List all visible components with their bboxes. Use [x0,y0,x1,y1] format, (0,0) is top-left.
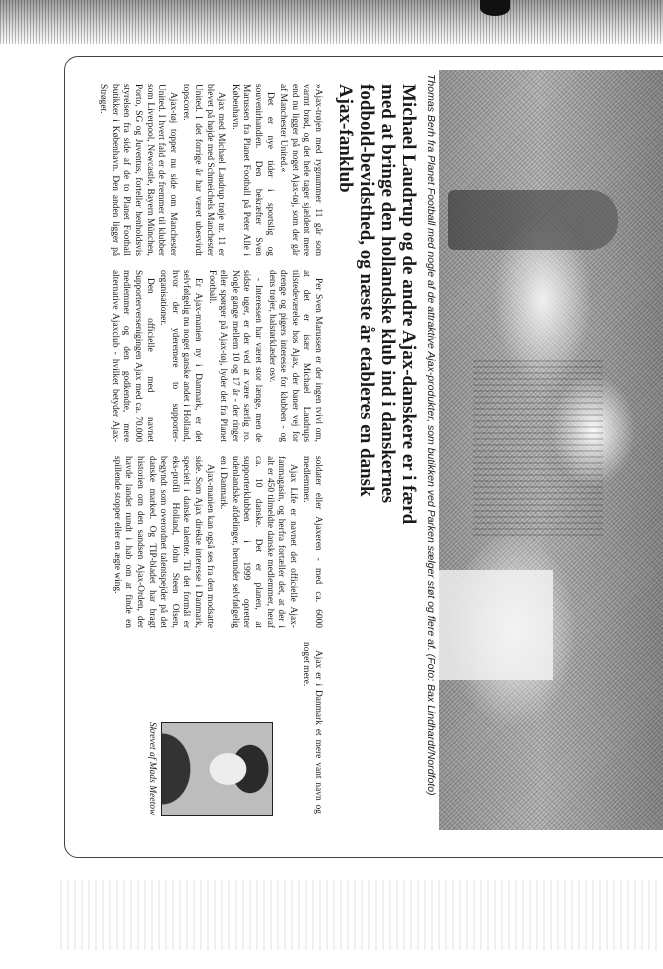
article-paragraph: Ajax med Michael Laudrup trøje nr. 11 er blevet på højde med Schmeichels Manchester United. I det forrige år har været ubesvirdt topscorer. [181,84,227,256]
article-photo [439,70,663,830]
article-headline: Michael Laudrup og de andre Ajax-danskere er i færd med at bringe den hollandske klub ind i danskernes fodbold-bevidsthed, og næste år etableres en dansk Ajax-fanklub [335,84,419,525]
article-paragraph: - Interessen har været stor længe, men de sidste uger, er der ved at være særlig ro. Nogle gange mellem 10 og 17 år - der ringer eller spørger på Ajax-tøj, lyder det fra Planet Football. [206,270,264,442]
article-paragraph: Ajax-manien kan også ses fra den modsatte side. Som Ajax direkte interesse i Danmark, specielt i danske talenter. Til det formål er eks-profil Holland, John Steen Olsen, begyndt som overordnet talentspejder på det danske marked. Og TIP-bladet har bragt historien om den sandsen Ajax-Orden, der havde landet rundt i hab om at finde en spillende stopper eller en ægte wing. [111,456,215,628]
photo-merchandise-stand [473,360,603,540]
rotated-article [80,70,663,830]
article-paragraph: Den officielle med navnet Supporterversenigingen Ajax med ca. 70.000 medlemmer og den godkendte, mere alternative Ajaxclub - hvilket betyder Ajax-soldater eller Ajaxeren - med ca. 6000 medlemmer. [109,270,323,628]
article-paragraph: Er Ajax-manien ny i Danmark, er det selvfølgelig nu noget ganske andet i Holland, hvor der yderemere to supporter-organisationer. [158,270,204,442]
scan-top-edge [0,0,663,44]
author-portrait [161,722,273,816]
article-paragraph: Ajax Life er navnet det officielle Ajax-fanmagasin, og herfra fortæller det, at der i alt er 450 tilmeldte danske medlemmer, heraf ca. 10 danske. Det er planen, at supporterklubben i 1999 opretter udenlandske afdelinger, herunder selvfølgelig en i Danmark. [218,456,298,628]
ink-blot [480,0,510,16]
article-paragraph: Per Sven Marussen er der ingen tvivl om, at det er især Michael Laudrups tilstedeværelse hos Ajax, der baner vej for drenge og pigers interesse for klubben - og dens trøjer, halstørklæder osv. [266,270,323,442]
article-paragraph: Det er nye tider i sportslig og souvenirhandlen. Den bekræfter Sven Marussen fra Planet Football på Peter Alle i København. [229,84,275,256]
article-paragraph: Ajax er i Danmark et mere vant navn og noget mere. [301,642,323,814]
article-paragraph: »Ajax-trøjen med rygnummer 11 går som varmt brød, og det hele tager sjældent mere end nu ligger på noget Ajax-tøj, som der går af Manchester United.« [278,84,323,256]
article-paragraph: Ajax-tøj topper nu side om Manchester United. I hvert fald er de fremmer til klubber som Liverpool, Newcastle, Bayern München, Porto, SG og Juventus, forteller henholdsvis styrelsen fra side af de to Planet Football butikker i København. Den anden ligger på Strøget. [98,84,178,256]
photo-figure [448,190,618,250]
author-byline: Skrevet af Mads Meetow [147,722,157,816]
article-body [93,84,323,814]
photo-caption: Thomas Berh fra Planet Football med nogle af de attraktive Ajax-produkter, som butikken ved Parken sælger støt og flere af. (Foto: Bax Lindhardt/Nordfoto) [425,74,437,796]
photo-highlight [439,570,553,680]
scan-bottom-texture [60,880,660,950]
